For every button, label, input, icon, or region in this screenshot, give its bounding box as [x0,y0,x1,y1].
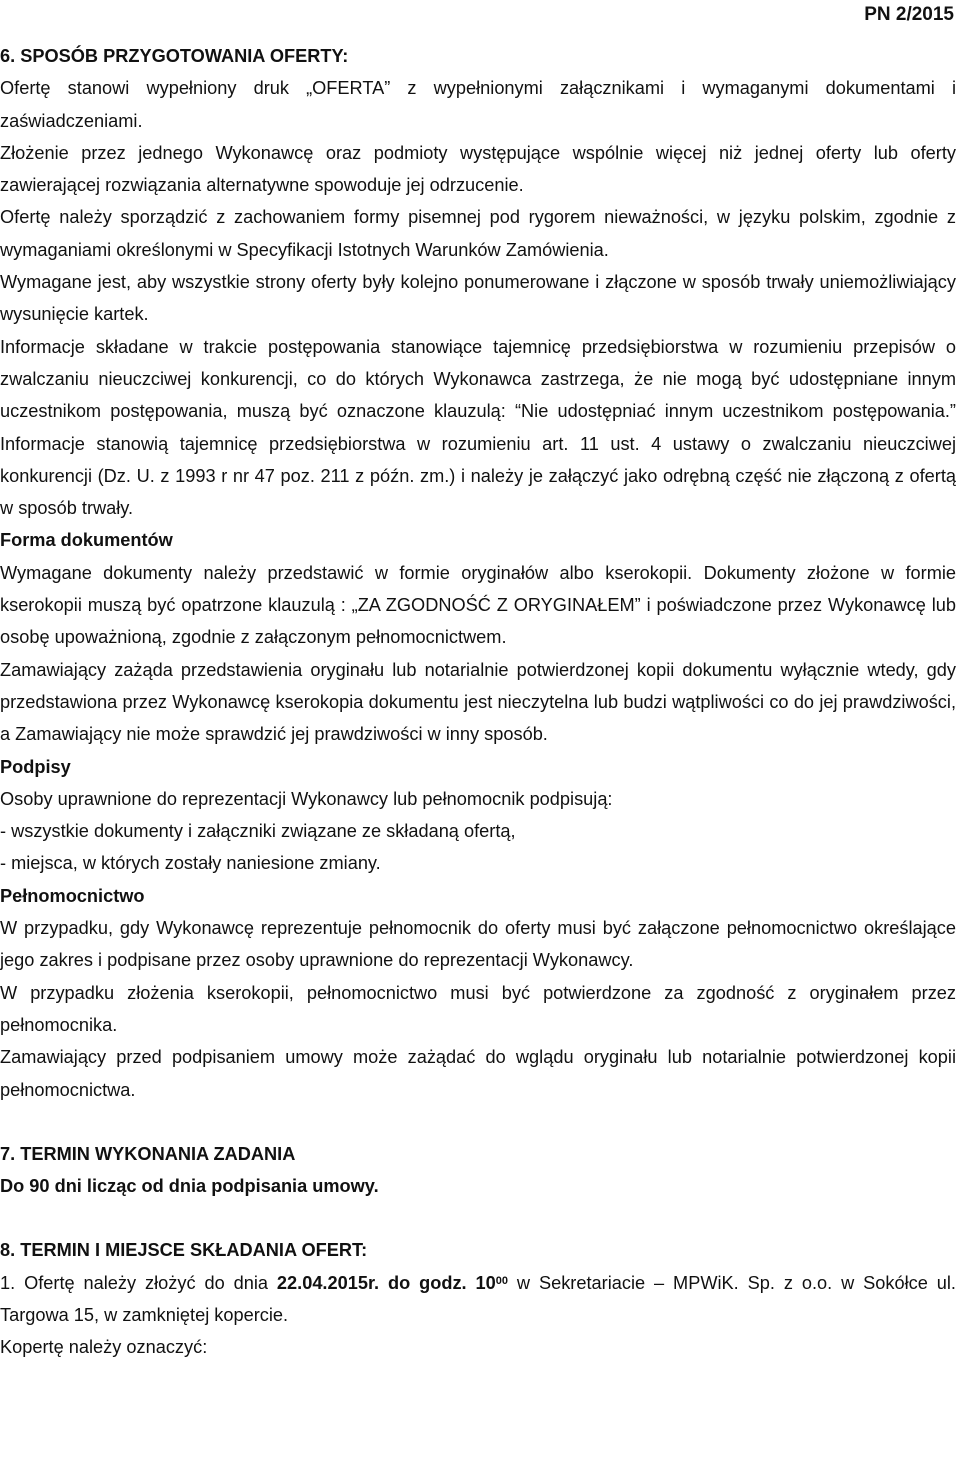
paragraph: Wymagane jest, aby wszystkie strony oferty były kolejno ponumerowane i złączone w sposób trwały uniemożliwiający wysunięcie kartek. [0,272,956,325]
section-7-heading: 7. TERMIN WYKONANIA ZADANIA [0,1143,296,1164]
paragraph: Osoby uprawnione do reprezentacji Wykonawcy lub pełnomocnik podpisują: [0,788,613,809]
list-item: - miejsca, w których zostały naniesione zmiany. [0,853,381,874]
paragraph [0,1267,956,1332]
paragraph: Ofertę należy sporządzić z zachowaniem formy pisemnej pod rygorem nieważności, w języku polskim, zgodnie z wymaganiami określonymi w Specyfikacji Istotnych Warunków Zamówienia. [0,207,956,260]
pelnomocnictwo-heading: Pełnomocnictwo [0,885,145,906]
document-id: PN 2/2015 [864,4,954,25]
paragraph: Wymagane dokumenty należy przedstawić w formie oryginałów albo kserokopii. Dokumenty złożone w formie kserokopii muszą być opatrzone klauzulą : „ZA ZGODNOŚĆ Z ORYGINAŁEM” i poświadczone przez Wykonawcę lub osobę upoważnioną, zgodnie z załączonym pełnomocnictwem. [0,562,956,648]
spacer [0,1106,956,1138]
forma-dokumentow-heading: Forma dokumentów [0,530,173,551]
deadline-date: 22.04.2015r. do godz. 10 [276,1272,496,1293]
deadline-minutes: 00 [495,1274,508,1287]
paragraph: Informacje składane w trakcie postępowania stanowiące tajemnicę przedsiębiorstwa w rozumieniu przepisów o zwalczaniu nieuczciwej konkurencji, co do których Wykonawca zastrzega, że nie mogą być udostępniane innym uczestnikom postępowania, muszą być oznaczone klauzulą: “Nie udostępniać innym uczestnikom postępowania.” Informacje stanowią tajemnicę przedsiębiorstwa w rozumieniu art. 11 ust. 4 ustawy o zwalczaniu nieuczciwej konkurencji (Dz. U. z 1993 r nr 47 poz. 211 z późn. zm.) i należy je załączyć jako odrębną część nie złączoną z ofertą w sposób trwały. [0,336,956,519]
document-body [0,40,956,1364]
text-run: w Sekretariacie – MPWiK. Sp. z o.o. w Sokółce ul. Targowa 15, w zamkniętej kopercie. [0,1272,956,1325]
paragraph: Złożenie przez jednego Wykonawcę oraz podmioty występujące wspólnie więcej niż jednej oferty lub oferty zawierającej rozwiązania alternatywne spowoduje jej odrzucenie. [0,142,956,196]
paragraph: Zamawiający zażąda przedstawienia oryginału lub notarialnie potwierdzonej kopii dokumentu wyłącznie wtedy, gdy przedstawiona przez Wykonawcę kserokopia dokumentu jest nieczytelna lub budzi wątpliwości co do jej prawdziwości, a Zamawiający nie może sprawdzić jej prawdziwości w inny sposób. [0,659,956,745]
paragraph: Zamawiający przed podpisaniem umowy może zażądać do wglądu oryginału lub notarialnie potwierdzonej kopii pełnomocnictwa. [0,1047,956,1100]
paragraph: Ofertę stanowi wypełniony druk „OFERTA” z wypełnionymi załącznikami i wymaganymi dokumentami i zaświadczeniami. [0,78,956,131]
text-run: 1. Ofertę należy złożyć do dnia [0,1272,277,1293]
podpisy-heading: Podpisy [0,756,71,777]
spacer [0,1202,956,1234]
list-item: - wszystkie dokumenty i załączniki związane ze składaną ofertą, [0,821,516,842]
section-6-heading: 6. SPOSÓB PRZYGOTOWANIA OFERTY: [0,46,349,66]
paragraph: Kopertę należy oznaczyć: [0,1337,208,1358]
section-7-text: Do 90 dni licząc od dnia podpisania umowy. [0,1176,379,1197]
section-8-heading: 8. TERMIN I MIEJSCE SKŁADANIA OFERT: [0,1240,368,1261]
paragraph: W przypadku, gdy Wykonawcę reprezentuje pełnomocnik do oferty musi być załączone pełnomocnictwo określające jego zakres i podpisane przez osoby uprawnione do reprezentacji Wykonawcy. [0,918,956,971]
paragraph: W przypadku złożenia kserokopii, pełnomocnictwo musi być potwierdzone za zgodność z oryginałem przez pełnomocnika. [0,982,956,1035]
